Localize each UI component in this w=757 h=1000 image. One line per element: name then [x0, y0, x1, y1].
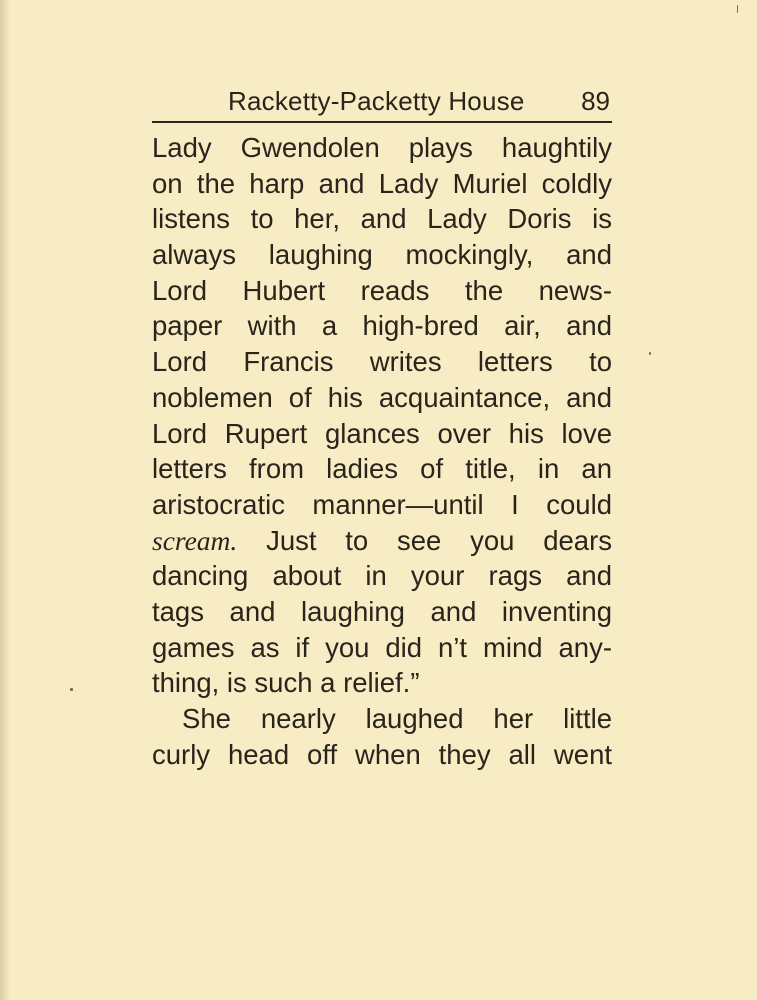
text-line-with-italic — [152, 523, 612, 559]
text-line: letters from ladies of title, in an — [152, 453, 612, 485]
binding-shadow — [0, 0, 10, 1000]
text-line: curly head off when they all went — [152, 738, 612, 770]
paragraph-end-line: thing, is such a relief.” — [152, 667, 420, 699]
paper-speck — [649, 352, 651, 355]
text-line: tags and laughing and inventing — [152, 595, 612, 627]
paper-speck — [70, 688, 73, 691]
running-header — [152, 84, 612, 122]
text-line: noblemen of his acquaintance, and — [152, 381, 612, 413]
text-line: always laughing mockingly, and — [152, 239, 612, 271]
text-line-rest: Just to see you dears — [266, 524, 612, 556]
text-line: Lady Gwendolen plays haughtily — [152, 132, 612, 163]
running-title: Racketty-Packetty House — [228, 86, 525, 116]
paragraph-start-line: She nearly laughed her little — [182, 703, 612, 734]
text-line: listens to her, and Lady Doris is — [152, 203, 612, 235]
text-line: Lord Francis writes letters to — [152, 346, 612, 378]
text-line: Lord Rupert glances over his love — [152, 417, 612, 449]
text-line: paper with a high-bred air, and — [152, 310, 612, 342]
text-line: aristocratic manner—until I could — [152, 488, 612, 520]
text-line: games as if you did n’t mind any- — [152, 631, 612, 663]
text-line: on the harp and Lady Muriel coldly — [152, 167, 612, 199]
italic-word: scream. — [152, 524, 238, 556]
page-number: 89 — [581, 86, 610, 116]
text-line: dancing about in your rags and — [152, 560, 612, 592]
text-line: Lord Hubert reads the news- — [152, 274, 612, 306]
body-text — [152, 130, 612, 772]
header-rule — [152, 121, 612, 123]
paper-speck — [737, 5, 738, 13]
